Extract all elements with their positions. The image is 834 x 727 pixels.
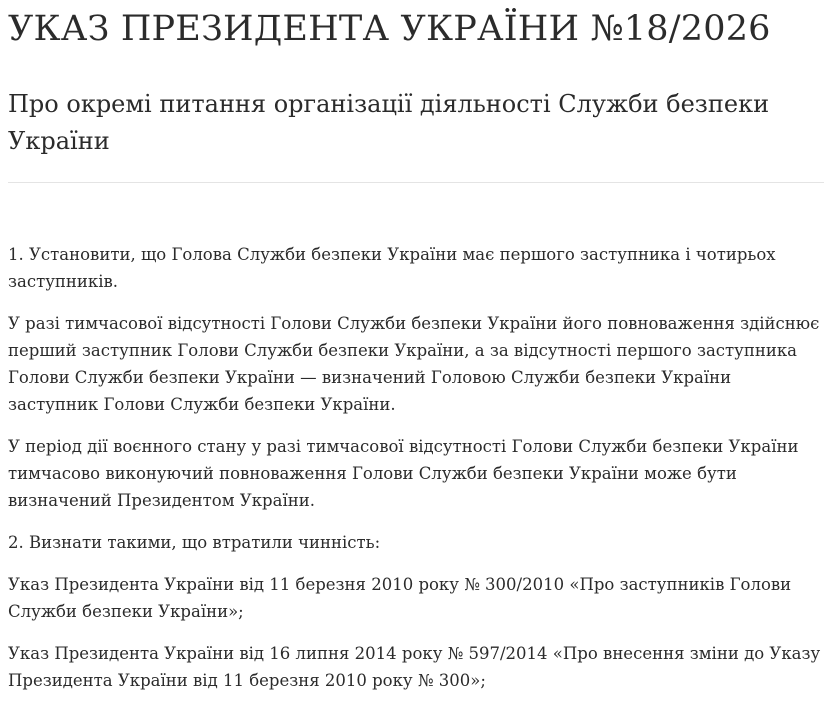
- paragraph-1: 1. Установити, що Голова Служби безпеки України має першого заступника і чотирьох заступників.: [8, 245, 776, 291]
- document-subtitle: Про окремі питання організації діяльності Служби безпеки України: [8, 90, 770, 155]
- document-body: [8, 183, 826, 694]
- paragraph-2: У разі тимчасової відсутності Голови Служби безпеки України його повноваження здійснює перший заступник Голови Служби безпеки України, а за відсутності першого заступника Голови Служби безпеки України — визначений Головою Служби безпеки України заступник Голови Служби безпеки України.: [8, 314, 820, 414]
- paragraph-6: Указ Президента України від 16 липня 2014 року № 597/2014 «Про внесення зміни до Указу Президента України від 11 березня 2010 року № 300»;: [8, 644, 821, 690]
- paragraph-3: У період дії воєнного стану у разі тимчасової відсутності Голови Служби безпеки України тимчасово виконуючий повноваження Голови Служби безпеки України може бути визначений Президентом України.: [8, 437, 799, 510]
- document-title: УКАЗ ПРЕЗИДЕНТА УКРАЇНИ №18/2026: [8, 9, 771, 49]
- paragraph-4: 2. Визнати такими, що втратили чинність:: [8, 533, 381, 552]
- paragraph-5: Указ Президента України від 11 березня 2010 року № 300/2010 «Про заступників Голови Служби безпеки України»;: [8, 575, 792, 621]
